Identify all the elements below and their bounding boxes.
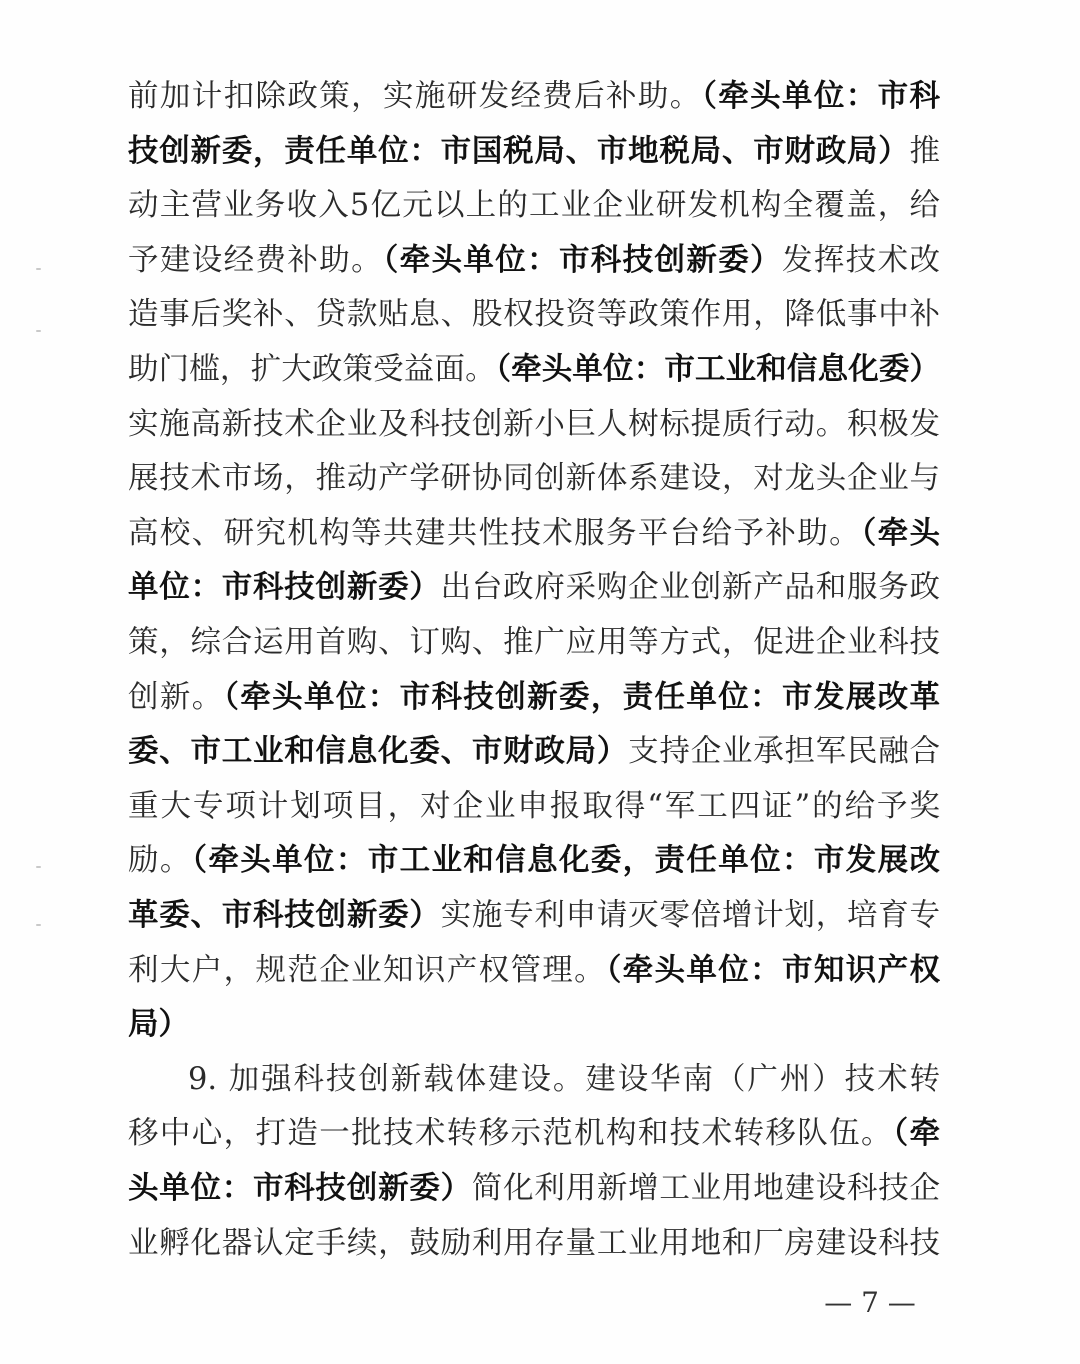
- body-text: 助门槛，扩大政策受益面。: [128, 352, 496, 387]
- body-text: 发挥技术改: [782, 242, 940, 278]
- text-line: [128, 512, 940, 556]
- responsible-unit-text: 头单位：市科技创新委）: [128, 1171, 472, 1206]
- text-line: [128, 730, 940, 774]
- text-line: [128, 949, 940, 993]
- responsible-unit-text: 委、市工业和信息化委、市财政局）: [128, 734, 629, 770]
- text-line: [128, 1222, 940, 1266]
- responsible-unit-text: （牵: [892, 1116, 940, 1152]
- body-text: 业孵化器认定手续，鼓励利用存量工业用地和厂房建设科技: [128, 1225, 940, 1261]
- text-line: [128, 184, 940, 228]
- responsible-unit-text: （牵头单位：市工业和信息化委，责任单位：市发展改: [191, 843, 940, 879]
- scan-mark: [36, 924, 41, 926]
- scan-mark: [36, 268, 41, 270]
- body-text: 实施专利申请灭零倍增计划，培育专: [440, 898, 940, 933]
- responsible-unit-text: （牵头单位：市科技创新委）: [382, 242, 783, 278]
- responsible-unit-text: （牵头单位：市工业和信息化委）: [495, 352, 940, 387]
- text-line: [128, 293, 940, 337]
- text-line: [188, 1058, 940, 1102]
- body-text: 9. 加强科技创新载体建设。建设华南（广州）技术转: [188, 1061, 940, 1097]
- text-line: [128, 75, 940, 119]
- body-text: 造事后奖补、贷款贴息、股权投资等政策作用，降低事中补: [128, 297, 940, 333]
- scan-mark: [36, 866, 41, 868]
- responsible-unit-text: （牵头单位：市科: [701, 79, 940, 114]
- responsible-unit-text: （牵头: [861, 515, 940, 551]
- text-line: [128, 403, 940, 447]
- body-text: 简化利用新增工业用地建设科技企: [471, 1171, 940, 1206]
- body-text: 前加计扣除政策，实施研发经费后补助。: [128, 79, 702, 114]
- text-line: [128, 348, 940, 392]
- body-text: 出台政府采购企业创新产品和服务政: [440, 570, 940, 606]
- text-line: [128, 1003, 940, 1047]
- responsible-unit-text: 革委、市科技创新委）: [128, 898, 441, 933]
- body-text: 创新。: [128, 679, 224, 715]
- responsible-unit-text: 局）: [128, 1007, 189, 1043]
- body-text: 予建设经费补助。: [128, 242, 383, 278]
- responsible-unit-text: 单位：市科技创新委）: [128, 570, 441, 606]
- body-text: 移中心，打造一批技术转移示范机构和技术转移队伍。: [128, 1116, 893, 1152]
- page-number: — 7 —: [824, 1286, 916, 1319]
- responsible-unit-text: 技创新委，责任单位：市国税局、市地税局、市财政局）: [128, 133, 910, 169]
- text-line: [128, 621, 940, 665]
- body-text: 高校、研究机构等共建共性技术服务平台给予补助。: [128, 515, 862, 551]
- body-text: 动主营业务收入5亿元以上的工业企业研发机构全覆盖，给: [128, 188, 940, 224]
- body-text: 推: [909, 133, 940, 169]
- scan-mark: [36, 330, 41, 332]
- responsible-unit-text: （牵头单位：市科技创新委，责任单位：市发展改革: [223, 679, 940, 715]
- responsible-unit-text: （牵头单位：市知识产权: [606, 952, 940, 988]
- text-line: [128, 457, 940, 501]
- text-line: [128, 566, 940, 610]
- text-line: [128, 1167, 940, 1211]
- text-line: [128, 130, 940, 174]
- body-text: 策，综合运用首购、订购、推广应用等方式，促进企业科技: [128, 625, 940, 660]
- body-text: 励。: [128, 843, 192, 879]
- text-line: [128, 1112, 940, 1156]
- text-line: [128, 894, 940, 938]
- body-text: 重大专项计划项目，对企业申报取得“军工四证”的给予奖: [128, 788, 940, 824]
- body-text: 实施高新技术企业及科技创新小巨人树标提质行动。积极发: [128, 406, 940, 442]
- body-text: 展技术市场，推动产学研协同创新体系建设，对龙头企业与: [128, 461, 940, 497]
- text-line: [128, 676, 940, 720]
- body-text: 支持企业承担军民融合: [628, 734, 940, 770]
- text-line: [128, 839, 940, 883]
- body-text: 利大户，规范企业知识产权管理。: [128, 952, 607, 988]
- text-line: [128, 785, 940, 829]
- text-line: [128, 239, 940, 283]
